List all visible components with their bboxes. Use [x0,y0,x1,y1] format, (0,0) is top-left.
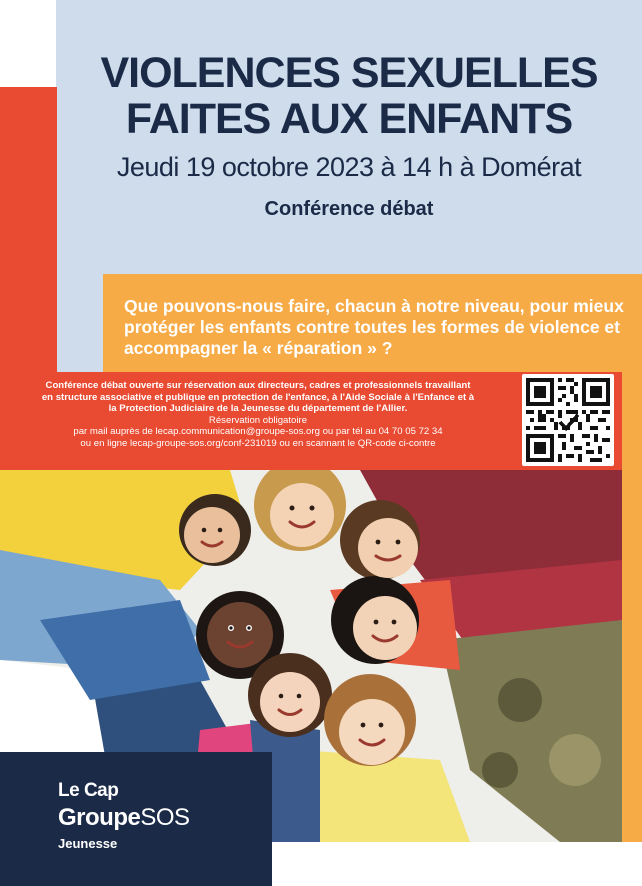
le-cap-groupe-sos-logo [0,752,272,886]
logo-sos: SOS [140,804,190,831]
poster-title [56,50,642,142]
event-type: Conférence débat [264,198,434,220]
info-line: en structure associative et publique en protection de l'enfance, à l'Aide Sociale à l'Enfance et à [41,391,475,403]
info-line: la Protection Judiciaire de la Jeunesse du département de l'Allier. [108,403,408,415]
logo-groupe-sos [58,804,190,832]
logo-le-cap: Le Cap [58,780,119,801]
title-line-2: FAITES AUX ENFANTS [125,95,573,143]
logo-jeunesse: Jeunesse [58,836,118,851]
info-text [8,380,508,450]
right-orange-strip [622,372,642,842]
logo-groupe: Groupe [58,804,141,831]
info-line: Conférence débat ouverte sur réservation aux directeurs, cadres et professionnels travaillant [45,380,471,391]
reservation-required: Réservation obligatoire [208,414,308,426]
online-line: ou en ligne lecap-groupe-sos.org/conf-231019 ou en scannant le QR-code ci-contre [80,437,436,449]
title-line-1: VIOLENCES SEXUELLES [100,49,598,97]
event-date: Jeudi 19 octobre 2023 à 14 h à Domérat [116,152,582,182]
qr-code-icon[interactable] [522,374,614,466]
contact-line: par mail auprès de lecap.communication@groupe-sos.org ou par tél au 04 70 05 72 34 [73,426,443,438]
qr-code-graphic [526,378,610,462]
question-text: Que pouvons-nous faire, chacun à notre niveau, pour mieux protéger les enfants contre toutes les formes de violence et accompagner la « réparation » ? [124,296,624,358]
